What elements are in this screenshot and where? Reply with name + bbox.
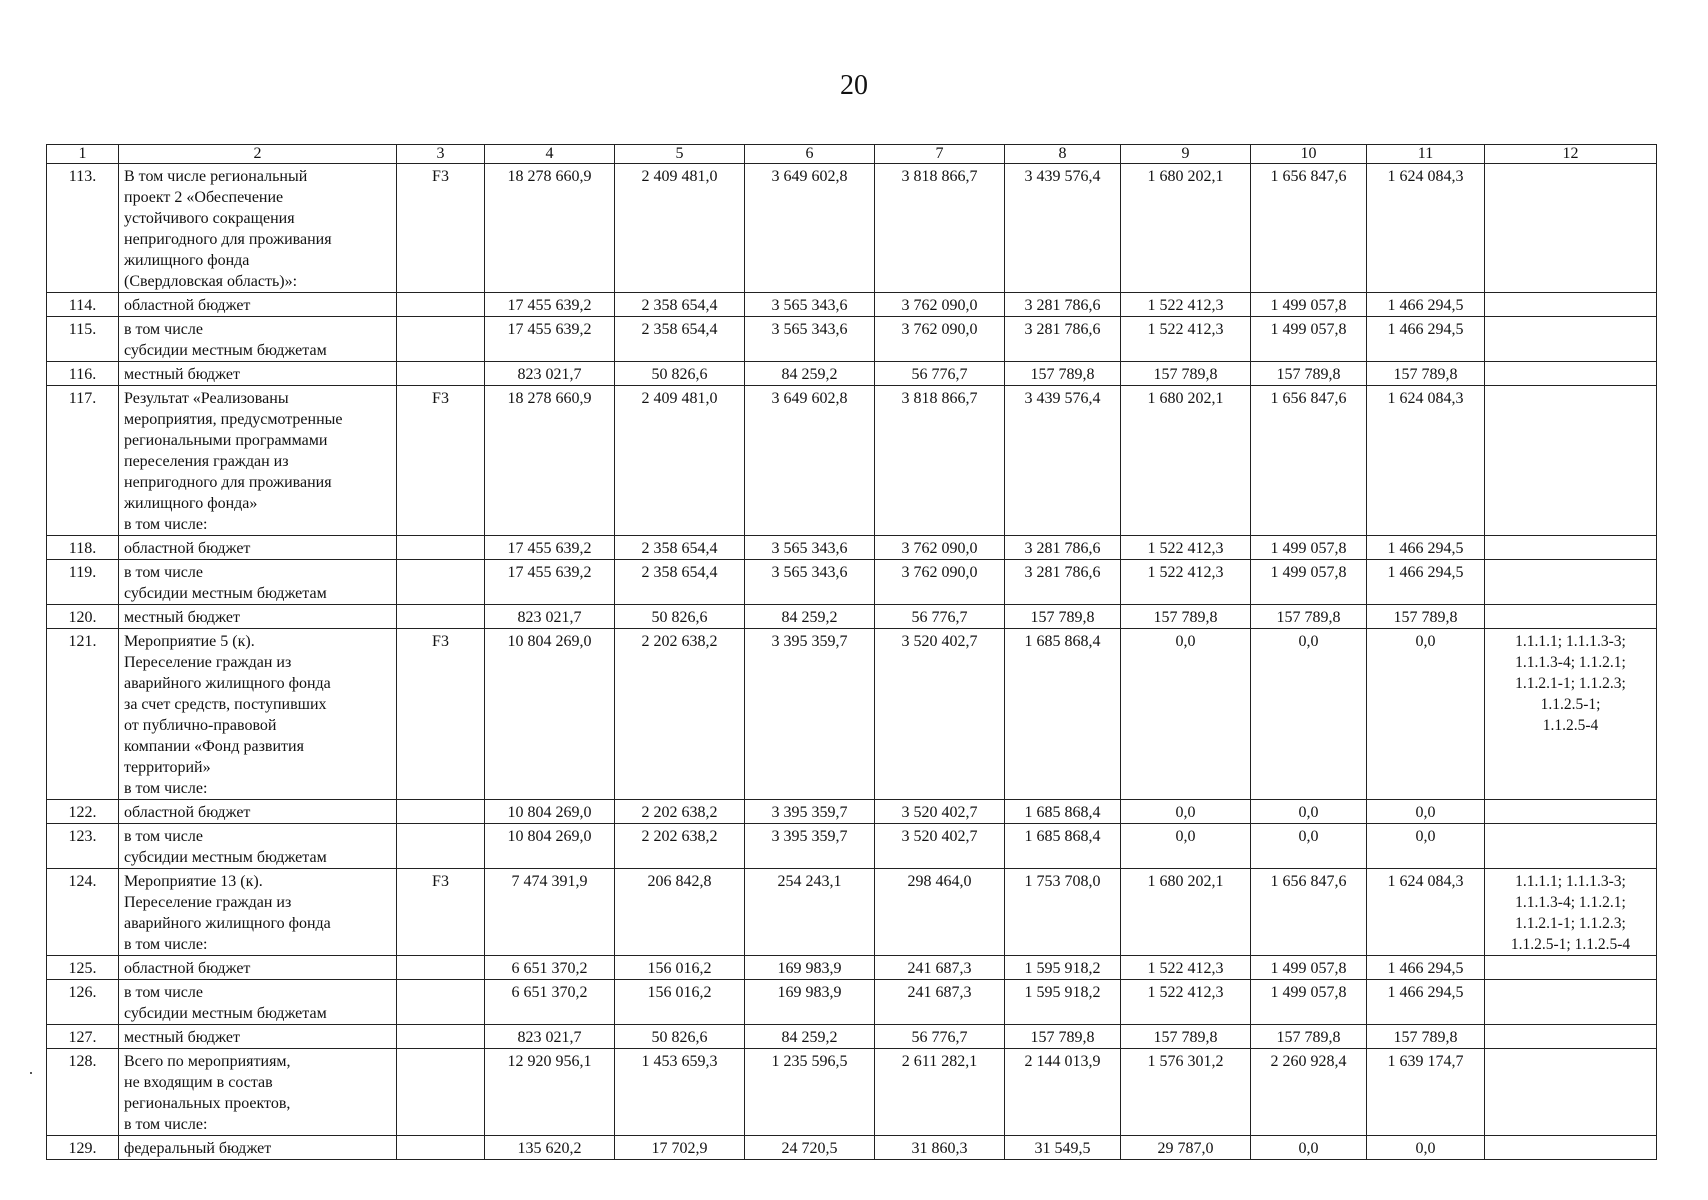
value-cell: 3 439 576,4	[1005, 386, 1121, 536]
value-cell: 2 611 282,1	[875, 1049, 1005, 1136]
value-cell: 3 565 343,6	[745, 536, 875, 560]
value-cell: 50 826,6	[615, 1025, 745, 1049]
row-code	[397, 605, 485, 629]
value-cell: 1 624 084,3	[1367, 386, 1485, 536]
value-cell: 17 455 639,2	[485, 560, 615, 605]
value-cell: 3 520 402,7	[875, 629, 1005, 800]
row-target-refs	[1485, 1025, 1657, 1049]
row-code	[397, 536, 485, 560]
value-cell: 3 281 786,6	[1005, 317, 1121, 362]
value-cell: 157 789,8	[1251, 362, 1367, 386]
value-cell: 3 565 343,6	[745, 560, 875, 605]
value-cell: 2 358 654,4	[615, 560, 745, 605]
value-cell: 0,0	[1121, 800, 1251, 824]
row-number: 128.	[47, 1049, 119, 1136]
value-cell: 135 620,2	[485, 1136, 615, 1160]
value-cell: 0,0	[1251, 800, 1367, 824]
value-cell: 3 565 343,6	[745, 293, 875, 317]
row-code	[397, 293, 485, 317]
row-code	[397, 1136, 485, 1160]
value-cell: 169 983,9	[745, 980, 875, 1025]
value-cell: 157 789,8	[1367, 362, 1485, 386]
value-cell: 3 281 786,6	[1005, 536, 1121, 560]
value-cell: 157 789,8	[1121, 362, 1251, 386]
row-code: F3	[397, 869, 485, 956]
value-cell: 10 804 269,0	[485, 800, 615, 824]
row-target-refs	[1485, 560, 1657, 605]
row-description: местный бюджет	[119, 605, 397, 629]
value-cell: 1 453 659,3	[615, 1049, 745, 1136]
value-cell: 157 789,8	[1005, 1025, 1121, 1049]
value-cell: 3 762 090,0	[875, 560, 1005, 605]
value-cell: 241 687,3	[875, 980, 1005, 1025]
value-cell: 56 776,7	[875, 362, 1005, 386]
column-header-7: 7	[875, 145, 1005, 164]
value-cell: 156 016,2	[615, 956, 745, 980]
value-cell: 56 776,7	[875, 605, 1005, 629]
value-cell: 157 789,8	[1121, 605, 1251, 629]
value-cell: 12 920 956,1	[485, 1049, 615, 1136]
table-row	[47, 800, 1657, 824]
table-row	[47, 293, 1657, 317]
column-header-12: 12	[1485, 145, 1657, 164]
row-target-refs	[1485, 536, 1657, 560]
row-number: 114.	[47, 293, 119, 317]
value-cell: 29 787,0	[1121, 1136, 1251, 1160]
row-target-refs	[1485, 164, 1657, 293]
row-description: Результат «Реализованы мероприятия, предусмотренные региональными программами переселения граждан из непригодного для проживания жилищного фонда» в том числе:	[119, 386, 397, 536]
value-cell: 156 016,2	[615, 980, 745, 1025]
row-code	[397, 980, 485, 1025]
row-number: 127.	[47, 1025, 119, 1049]
row-code	[397, 362, 485, 386]
value-cell: 3 395 359,7	[745, 800, 875, 824]
scan-speck	[30, 1072, 32, 1074]
value-cell: 2 358 654,4	[615, 536, 745, 560]
value-cell: 1 235 596,5	[745, 1049, 875, 1136]
value-cell: 157 789,8	[1005, 605, 1121, 629]
value-cell: 2 409 481,0	[615, 386, 745, 536]
value-cell: 1 522 412,3	[1121, 560, 1251, 605]
row-number: 118.	[47, 536, 119, 560]
table-row	[47, 536, 1657, 560]
value-cell: 823 021,7	[485, 1025, 615, 1049]
row-number: 129.	[47, 1136, 119, 1160]
column-header-3: 3	[397, 145, 485, 164]
value-cell: 1 656 847,6	[1251, 869, 1367, 956]
value-cell: 3 520 402,7	[875, 800, 1005, 824]
value-cell: 254 243,1	[745, 869, 875, 956]
value-cell: 3 520 402,7	[875, 824, 1005, 869]
column-header-6: 6	[745, 145, 875, 164]
table-row	[47, 980, 1657, 1025]
value-cell: 2 358 654,4	[615, 293, 745, 317]
row-target-refs	[1485, 1049, 1657, 1136]
value-cell: 1 522 412,3	[1121, 293, 1251, 317]
value-cell: 1 595 918,2	[1005, 956, 1121, 980]
value-cell: 1 466 294,5	[1367, 956, 1485, 980]
row-target-refs	[1485, 980, 1657, 1025]
value-cell: 1 753 708,0	[1005, 869, 1121, 956]
row-description: местный бюджет	[119, 362, 397, 386]
row-code	[397, 824, 485, 869]
value-cell: 2 260 928,4	[1251, 1049, 1367, 1136]
row-code: F3	[397, 164, 485, 293]
row-number: 116.	[47, 362, 119, 386]
value-cell: 18 278 660,9	[485, 386, 615, 536]
value-cell: 1 499 057,8	[1251, 956, 1367, 980]
value-cell: 1 685 868,4	[1005, 824, 1121, 869]
value-cell: 84 259,2	[745, 362, 875, 386]
value-cell: 50 826,6	[615, 362, 745, 386]
value-cell: 1 624 084,3	[1367, 869, 1485, 956]
row-target-refs	[1485, 956, 1657, 980]
row-number: 126.	[47, 980, 119, 1025]
value-cell: 0,0	[1367, 800, 1485, 824]
value-cell: 157 789,8	[1121, 1025, 1251, 1049]
row-code	[397, 800, 485, 824]
table-row	[47, 629, 1657, 800]
table-row	[47, 1025, 1657, 1049]
value-cell: 1 680 202,1	[1121, 164, 1251, 293]
table-row	[47, 605, 1657, 629]
value-cell: 7 474 391,9	[485, 869, 615, 956]
row-target-refs	[1485, 362, 1657, 386]
row-number: 119.	[47, 560, 119, 605]
table-row	[47, 1049, 1657, 1136]
value-cell: 1 499 057,8	[1251, 293, 1367, 317]
value-cell: 1 499 057,8	[1251, 560, 1367, 605]
value-cell: 3 762 090,0	[875, 317, 1005, 362]
value-cell: 0,0	[1367, 1136, 1485, 1160]
table-row	[47, 824, 1657, 869]
row-code: F3	[397, 386, 485, 536]
table-row	[47, 362, 1657, 386]
table-row	[47, 1136, 1657, 1160]
row-description: местный бюджет	[119, 1025, 397, 1049]
value-cell: 1 522 412,3	[1121, 536, 1251, 560]
row-description: Всего по мероприятиям, не входящим в состав региональных проектов, в том числе:	[119, 1049, 397, 1136]
row-description: областной бюджет	[119, 536, 397, 560]
value-cell: 157 789,8	[1005, 362, 1121, 386]
row-description: Мероприятие 13 (к). Переселение граждан из аварийного жилищного фонда в том числе:	[119, 869, 397, 956]
row-target-refs	[1485, 293, 1657, 317]
row-code	[397, 1049, 485, 1136]
value-cell: 241 687,3	[875, 956, 1005, 980]
row-number: 120.	[47, 605, 119, 629]
column-header-11: 11	[1367, 145, 1485, 164]
value-cell: 31 860,3	[875, 1136, 1005, 1160]
table-row	[47, 956, 1657, 980]
value-cell: 3 565 343,6	[745, 317, 875, 362]
value-cell: 0,0	[1121, 629, 1251, 800]
table-row	[47, 560, 1657, 605]
page-number: 20	[840, 70, 868, 101]
table-row	[47, 317, 1657, 362]
value-cell: 1 639 174,7	[1367, 1049, 1485, 1136]
row-description: в том числе субсидии местным бюджетам	[119, 560, 397, 605]
value-cell: 0,0	[1251, 629, 1367, 800]
row-target-refs	[1485, 317, 1657, 362]
value-cell: 3 818 866,7	[875, 386, 1005, 536]
value-cell: 206 842,8	[615, 869, 745, 956]
column-header-1: 1	[47, 145, 119, 164]
row-target-refs: 1.1.1.1; 1.1.1.3-3; 1.1.1.3-4; 1.1.2.1; 1.1.2.1-1; 1.1.2.3; 1.1.2.5-1; 1.1.2.5-4	[1485, 629, 1657, 800]
value-cell: 2 202 638,2	[615, 824, 745, 869]
value-cell: 31 549,5	[1005, 1136, 1121, 1160]
value-cell: 298 464,0	[875, 869, 1005, 956]
row-number: 115.	[47, 317, 119, 362]
column-header-9: 9	[1121, 145, 1251, 164]
value-cell: 1 576 301,2	[1121, 1049, 1251, 1136]
value-cell: 1 522 412,3	[1121, 317, 1251, 362]
row-target-refs	[1485, 386, 1657, 536]
row-description: в том числе субсидии местным бюджетам	[119, 980, 397, 1025]
row-code	[397, 317, 485, 362]
value-cell: 0,0	[1367, 629, 1485, 800]
value-cell: 157 789,8	[1367, 1025, 1485, 1049]
row-description: федеральный бюджет	[119, 1136, 397, 1160]
value-cell: 823 021,7	[485, 605, 615, 629]
row-number: 123.	[47, 824, 119, 869]
value-cell: 2 202 638,2	[615, 629, 745, 800]
value-cell: 17 702,9	[615, 1136, 745, 1160]
value-cell: 1 466 294,5	[1367, 317, 1485, 362]
row-target-refs	[1485, 824, 1657, 869]
row-description: в том числе субсидии местным бюджетам	[119, 824, 397, 869]
row-target-refs	[1485, 1136, 1657, 1160]
value-cell: 10 804 269,0	[485, 629, 615, 800]
column-header-4: 4	[485, 145, 615, 164]
value-cell: 1 656 847,6	[1251, 386, 1367, 536]
value-cell: 56 776,7	[875, 1025, 1005, 1049]
value-cell: 3 818 866,7	[875, 164, 1005, 293]
value-cell: 3 649 602,8	[745, 164, 875, 293]
column-header-2: 2	[119, 145, 397, 164]
value-cell: 24 720,5	[745, 1136, 875, 1160]
value-cell: 3 395 359,7	[745, 824, 875, 869]
table-header-row	[47, 145, 1657, 164]
value-cell: 169 983,9	[745, 956, 875, 980]
table-row	[47, 164, 1657, 293]
value-cell: 1 522 412,3	[1121, 956, 1251, 980]
value-cell: 3 281 786,6	[1005, 560, 1121, 605]
row-number: 117.	[47, 386, 119, 536]
value-cell: 50 826,6	[615, 605, 745, 629]
value-cell: 6 651 370,2	[485, 956, 615, 980]
value-cell: 1 466 294,5	[1367, 980, 1485, 1025]
value-cell: 1 595 918,2	[1005, 980, 1121, 1025]
value-cell: 1 466 294,5	[1367, 293, 1485, 317]
row-code	[397, 956, 485, 980]
value-cell: 0,0	[1121, 824, 1251, 869]
value-cell: 3 395 359,7	[745, 629, 875, 800]
budget-table	[46, 144, 1657, 1160]
column-header-10: 10	[1251, 145, 1367, 164]
table-body	[47, 145, 1657, 1160]
value-cell: 3 762 090,0	[875, 293, 1005, 317]
column-header-8: 8	[1005, 145, 1121, 164]
value-cell: 6 651 370,2	[485, 980, 615, 1025]
value-cell: 1 499 057,8	[1251, 980, 1367, 1025]
value-cell: 3 281 786,6	[1005, 293, 1121, 317]
row-code	[397, 1025, 485, 1049]
row-description: областной бюджет	[119, 956, 397, 980]
row-number: 124.	[47, 869, 119, 956]
value-cell: 17 455 639,2	[485, 293, 615, 317]
value-cell: 823 021,7	[485, 362, 615, 386]
value-cell: 18 278 660,9	[485, 164, 615, 293]
value-cell: 1 466 294,5	[1367, 560, 1485, 605]
value-cell: 3 762 090,0	[875, 536, 1005, 560]
row-description: В том числе региональный проект 2 «Обеспечение устойчивого сокращения непригодного для проживания жилищного фонда (Свердловская область)»:	[119, 164, 397, 293]
value-cell: 2 202 638,2	[615, 800, 745, 824]
value-cell: 1 522 412,3	[1121, 980, 1251, 1025]
value-cell: 1 499 057,8	[1251, 317, 1367, 362]
row-code: F3	[397, 629, 485, 800]
value-cell: 1 499 057,8	[1251, 536, 1367, 560]
value-cell: 1 656 847,6	[1251, 164, 1367, 293]
value-cell: 2 358 654,4	[615, 317, 745, 362]
value-cell: 2 409 481,0	[615, 164, 745, 293]
value-cell: 17 455 639,2	[485, 317, 615, 362]
value-cell: 1 466 294,5	[1367, 536, 1485, 560]
value-cell: 1 685 868,4	[1005, 800, 1121, 824]
value-cell: 1 680 202,1	[1121, 386, 1251, 536]
table-row	[47, 869, 1657, 956]
value-cell: 10 804 269,0	[485, 824, 615, 869]
value-cell: 157 789,8	[1251, 605, 1367, 629]
value-cell: 2 144 013,9	[1005, 1049, 1121, 1136]
row-description: областной бюджет	[119, 293, 397, 317]
value-cell: 0,0	[1251, 824, 1367, 869]
value-cell: 3 649 602,8	[745, 386, 875, 536]
value-cell: 1 680 202,1	[1121, 869, 1251, 956]
value-cell: 17 455 639,2	[485, 536, 615, 560]
value-cell: 0,0	[1251, 1136, 1367, 1160]
row-number: 125.	[47, 956, 119, 980]
column-header-5: 5	[615, 145, 745, 164]
table-row	[47, 386, 1657, 536]
row-target-refs	[1485, 800, 1657, 824]
row-description: областной бюджет	[119, 800, 397, 824]
row-target-refs	[1485, 605, 1657, 629]
value-cell: 3 439 576,4	[1005, 164, 1121, 293]
row-description: в том числе субсидии местным бюджетам	[119, 317, 397, 362]
value-cell: 1 685 868,4	[1005, 629, 1121, 800]
row-number: 122.	[47, 800, 119, 824]
row-number: 113.	[47, 164, 119, 293]
value-cell: 157 789,8	[1251, 1025, 1367, 1049]
row-target-refs: 1.1.1.1; 1.1.1.3-3; 1.1.1.3-4; 1.1.2.1; 1.1.2.1-1; 1.1.2.3; 1.1.2.5-1; 1.1.2.5-4	[1485, 869, 1657, 956]
value-cell: 84 259,2	[745, 1025, 875, 1049]
value-cell: 157 789,8	[1367, 605, 1485, 629]
row-number: 121.	[47, 629, 119, 800]
value-cell: 1 624 084,3	[1367, 164, 1485, 293]
value-cell: 84 259,2	[745, 605, 875, 629]
value-cell: 0,0	[1367, 824, 1485, 869]
row-code	[397, 560, 485, 605]
row-description: Мероприятие 5 (к). Переселение граждан из аварийного жилищного фонда за счет средств, поступивших от публично-правовой компании «Фонд развития территорий» в том числе:	[119, 629, 397, 800]
